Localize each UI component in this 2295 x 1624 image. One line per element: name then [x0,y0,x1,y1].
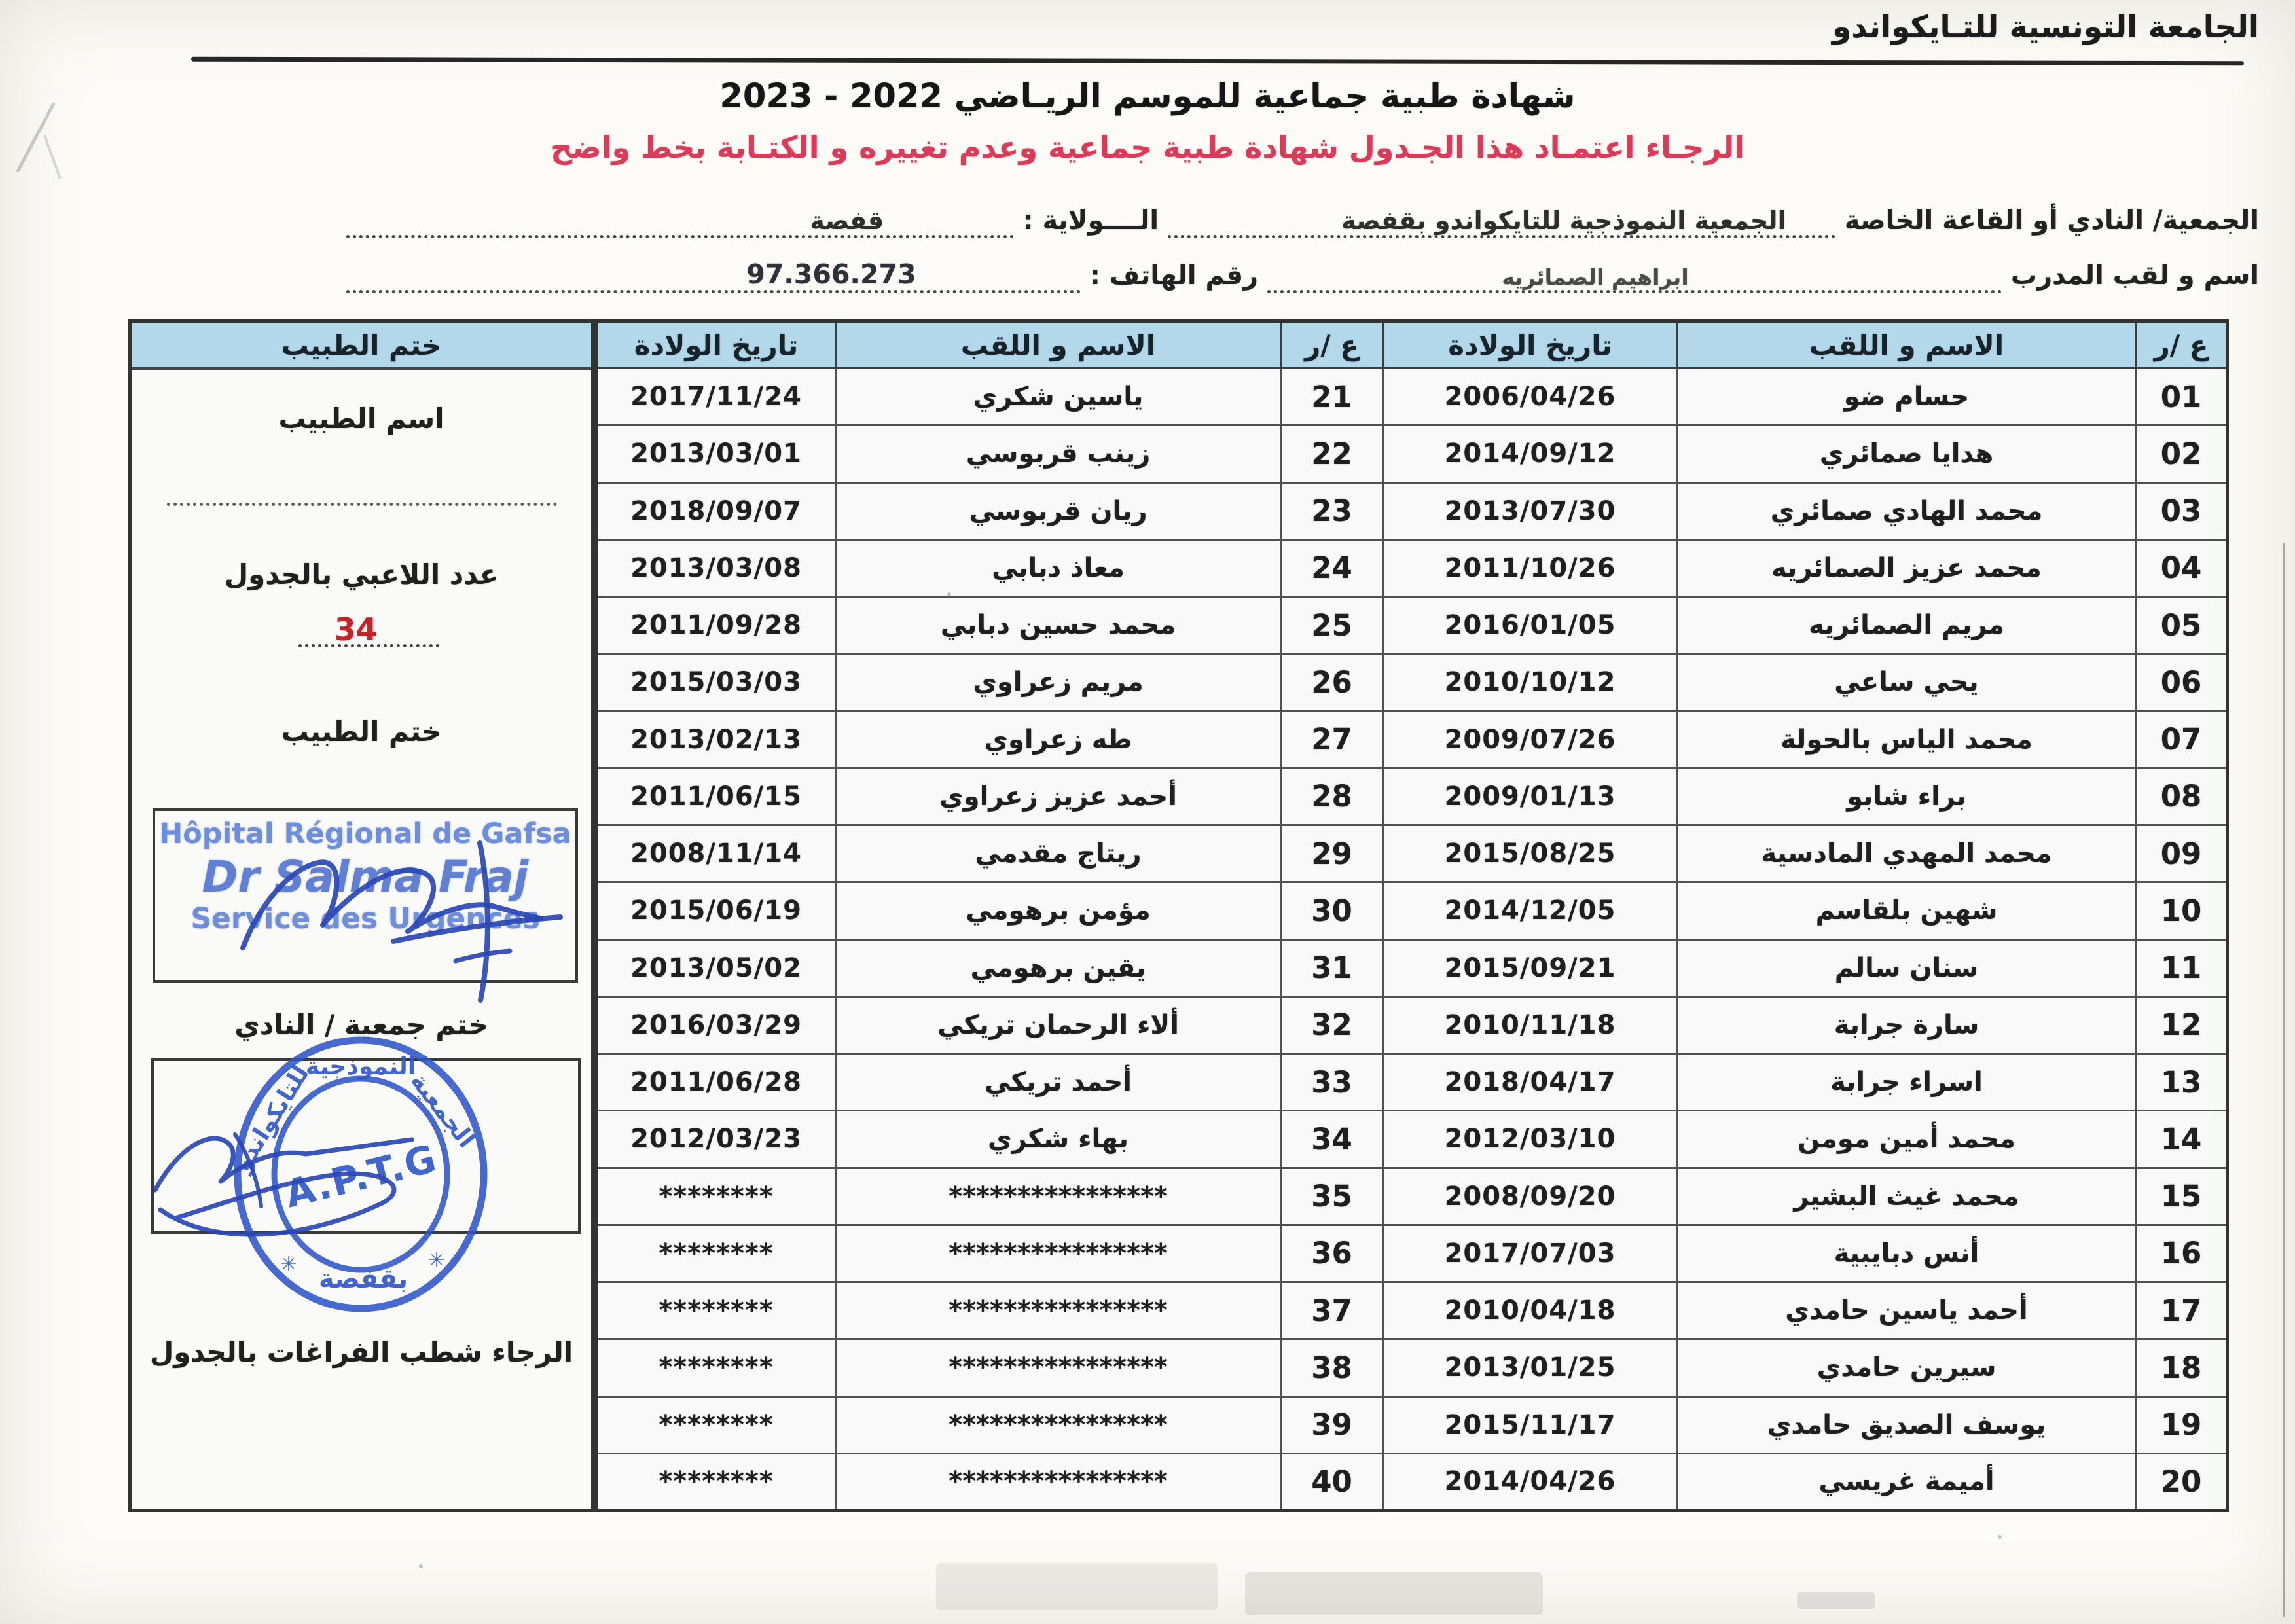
player-name: محمد الهادي صمائري [1678,482,2136,539]
club-dotted-field [1168,196,1835,238]
scan-smudge [1797,1592,1875,1609]
player-dob: 2013/02/13 [596,711,836,768]
round-stamp-text-left: للتايكواندو [228,1060,315,1177]
scan-speck [1998,1535,2002,1539]
club-form-line [337,196,2259,238]
player-name: أحمد ياسين حامدي [1678,1282,2136,1339]
player-dob: 2009/07/26 [1383,711,1678,768]
player-dob: 2011/06/28 [596,1054,836,1111]
phone-dotted-field [346,251,1081,293]
player-name: محمد الياس بالحولة [1678,711,2136,768]
phone-value: 97.366.273 [746,259,916,290]
players-count-value: 34 [334,612,378,648]
player-number: 24 [1281,539,1383,596]
table-row [596,711,2228,768]
player-dob: 2011/09/28 [596,597,836,654]
round-stamp-star-left-icon: ✳ [280,1253,297,1276]
player-name: معاذ دبابي [836,539,1281,596]
players-table-wrap [128,319,2226,1512]
table-row [596,882,2228,939]
player-name: **************** [836,1282,1281,1339]
col-header-dob-left: تاريخ الولادة [596,321,836,369]
scan-speck [419,1564,423,1568]
player-dob: 2008/11/14 [596,825,836,882]
round-stamp-text-bottom: بقفصة [318,1264,408,1294]
scan-smudge [936,1563,1218,1610]
table-row [596,1339,2228,1396]
player-number: 29 [1281,825,1383,882]
cross-out-blanks-note: الرجاء شطب الفراغات بالجدول [149,1336,573,1368]
player-number: 25 [1281,597,1383,654]
players-table-body [596,369,2228,1511]
player-number: 21 [1281,369,1383,425]
table-row [596,1225,2228,1282]
table-row [596,1396,2228,1453]
player-name: محمد غيث البشير [1678,1168,2136,1225]
col-header-number-left: ع /ر [1281,321,1383,369]
player-dob: 2015/06/19 [596,882,836,939]
player-dob: 2013/05/02 [596,939,836,996]
club-label: الجمعية/ النادي أو القاعة الخاصة [1844,206,2259,236]
player-dob: 2015/08/25 [1383,825,1678,882]
player-number: 28 [1281,768,1383,825]
player-name: **************** [836,1168,1281,1225]
player-dob: 2012/03/10 [1383,1111,1678,1168]
player-dob: 2009/01/13 [1383,768,1678,825]
player-dob: 2008/09/20 [1383,1168,1678,1225]
player-number: 39 [1281,1396,1383,1453]
player-name: حسام ضو [1678,369,2136,425]
player-number: 31 [1281,939,1383,996]
player-number: 08 [2136,768,2228,825]
hospital-stamp-name: Hôpital Régional de Gafsa [159,818,571,850]
player-number: 30 [1281,882,1383,939]
player-number: 10 [2136,882,2228,939]
player-name: **************** [836,1339,1281,1396]
table-row [596,1282,2228,1339]
table-row [596,996,2228,1053]
player-dob: ******** [596,1225,836,1282]
player-number: 04 [2136,539,2228,596]
player-name: مريم زعراوي [836,654,1281,711]
player-number: 11 [2136,939,2228,996]
col-header-number-right: ع /ر [2136,321,2228,369]
player-name: محمد أمين مومن [1678,1111,2136,1168]
club-signature-icon [137,1075,425,1272]
organization-title: الجامعة التونسية للتـايكواندو [1832,9,2259,45]
round-stamp-star-right-icon: ✳ [428,1249,445,1272]
doctor-stamp-column-header: ختم الطبيب [132,323,591,370]
player-dob: 2014/04/26 [1383,1453,1678,1510]
hospital-stamp-doctor: Dr Salma Fraj [202,852,529,902]
player-number: 06 [2136,654,2228,711]
player-dob: 2010/04/18 [1383,1282,1678,1339]
player-number: 15 [2136,1168,2228,1225]
player-number: 20 [2136,1453,2228,1510]
player-dob: 2014/09/12 [1383,425,1678,482]
players-count-dotted-line [298,612,439,648]
player-number: 26 [1281,654,1383,711]
player-name: أنس دبايبية [1678,1225,2136,1282]
player-name: محمد حسين دبابي [836,597,1281,654]
club-stamp-label: ختم جمعية / النادي [234,1009,488,1041]
player-name: شهين بلقاسم [1678,882,2136,939]
player-dob: 2013/03/01 [596,425,836,482]
player-number: 02 [2136,425,2228,482]
player-name: ريتاج مقدمي [836,825,1281,882]
table-header-row [596,321,2228,369]
player-dob: 2018/09/07 [596,482,836,539]
red-notice-line: الرجـاء اعتمـاد هذا الجـدول شهادة طبية جماعية وعدم تغييره و الكتـابة بخط واضح [551,130,1744,165]
player-name: زينب قربوسي [836,425,1281,482]
coach-dotted-field [1267,251,2002,293]
player-number: 19 [2136,1396,2228,1453]
player-name: محمد عزيز الصمائريه [1678,539,2136,596]
player-name: سارة جرابة [1678,996,2136,1053]
table-row [596,1168,2228,1225]
table-row [596,1111,2228,1168]
player-number: 38 [1281,1339,1383,1396]
player-name: هدايا صمائري [1678,425,2136,482]
player-number: 40 [1281,1453,1383,1510]
player-name: براء شابو [1678,768,2136,825]
player-name: **************** [836,1396,1281,1453]
player-name: يوسف الصديق حامدي [1678,1396,2136,1453]
scan-edge-line [2283,543,2285,1617]
club-value: الجمعية النموذجية للتايكواندو بقفصة [1341,206,1786,235]
player-number: 18 [2136,1339,2228,1396]
player-number: 17 [2136,1282,2228,1339]
doctor-stamp-label: ختم الطبيب [281,715,442,748]
player-dob: 2006/04/26 [1383,369,1678,425]
player-dob: 2011/10/26 [1383,539,1678,596]
player-dob: 2016/03/29 [596,996,836,1053]
player-name: سيرين حامدي [1678,1339,2136,1396]
player-number: 16 [2136,1225,2228,1282]
table-row [596,539,2228,596]
doctor-signature-icon [197,807,577,1023]
player-dob: 2015/11/17 [1383,1396,1678,1453]
player-name: يحي ساعي [1678,654,2136,711]
player-number: 14 [2136,1111,2228,1168]
coach-value: ابراهيم الصمائريه [1502,264,1689,290]
wilaya-value: قفصة [810,206,884,235]
player-dob: 2011/06/15 [596,768,836,825]
player-dob: 2015/03/03 [596,654,836,711]
player-number: 22 [1281,425,1383,482]
col-header-name-right: الاسم و اللقب [1678,321,2136,369]
doctor-name-dotted-line [167,480,557,506]
table-row [596,482,2228,539]
player-name: اسراء جرابة [1678,1054,2136,1111]
player-dob: ******** [596,1453,836,1510]
player-dob: 2013/07/30 [1383,482,1678,539]
table-row [596,1054,2228,1111]
coach-label: اسم و لقب المدرب [2010,261,2259,291]
player-name: ألاء الرحمان تريكي [836,996,1281,1053]
player-name: محمد المهدي المادسية [1678,825,2136,882]
doctor-stamp-column [128,319,594,1512]
col-header-dob-right: تاريخ الولادة [1383,321,1678,369]
player-dob: ******** [596,1339,836,1396]
player-dob: 2017/07/03 [1383,1225,1678,1282]
document-title: شهادة طبية جماعية للموسم الريـاضي 2022 - 2023 [719,77,1576,116]
player-number: 03 [2136,482,2228,539]
player-number: 35 [1281,1168,1383,1225]
player-name: طه زعراوي [836,711,1281,768]
player-dob: ******** [596,1282,836,1339]
player-number: 05 [2136,597,2228,654]
table-row [596,597,2228,654]
player-dob: 2012/03/23 [596,1111,836,1168]
player-dob: 2016/01/05 [1383,597,1678,654]
table-row [596,768,2228,825]
table-row [596,654,2228,711]
player-name: مؤمن برهومي [836,882,1281,939]
table-row [596,425,2228,482]
player-name: ريان قربوسي [836,482,1281,539]
player-name: مريم الصمائريه [1678,597,2136,654]
player-dob: 2017/11/24 [596,369,836,425]
player-dob: 2010/10/12 [1383,654,1678,711]
players-count-label: عدد اللاعبي بالجدول [224,558,499,590]
player-name: أحمد عزيز زعراوي [836,768,1281,825]
player-number: 36 [1281,1225,1383,1282]
scan-smudge [1245,1572,1543,1615]
player-dob: ******** [596,1396,836,1453]
player-number: 37 [1281,1282,1383,1339]
player-name: يقين برهومي [836,939,1281,996]
player-number: 34 [1281,1111,1383,1168]
table-row [596,825,2228,882]
round-stamp-center-text: A.P.T.G [280,1136,442,1217]
player-dob: 2013/01/25 [1383,1339,1678,1396]
player-number: 13 [2136,1054,2228,1111]
player-number: 33 [1281,1054,1383,1111]
player-number: 23 [1281,482,1383,539]
hospital-stamp-service: Service des Urgences [190,902,540,935]
player-name: أميمة غريسي [1678,1453,2136,1510]
header-divider-line [191,57,2244,66]
player-number: 12 [2136,996,2228,1053]
phone-label: رقم الهاتف : [1089,261,1259,291]
player-dob: 2014/12/05 [1383,882,1678,939]
player-dob: 2018/04/17 [1383,1054,1678,1111]
player-number: 09 [2136,825,2228,882]
table-row [596,369,2228,425]
wilaya-dotted-field [346,196,1014,238]
col-header-name-left: الاسم و اللقب [836,321,1281,369]
player-number: 07 [2136,711,2228,768]
table-row [596,1453,2228,1510]
table-row [596,939,2228,996]
player-dob: 2013/03/08 [596,539,836,596]
player-name: ياسين شكري [836,369,1281,425]
player-name: سنان سالم [1678,939,2136,996]
coach-form-line [337,251,2259,293]
player-name: **************** [836,1453,1281,1510]
player-name: أحمد تريكي [836,1054,1281,1111]
player-number: 32 [1281,996,1383,1053]
player-name: بهاء شكري [836,1111,1281,1168]
player-number: 01 [2136,369,2228,425]
doctor-name-label: اسم الطبيب [278,403,444,435]
player-dob: 2010/11/18 [1383,996,1678,1053]
wilaya-label: الــــولاية : [1022,206,1159,236]
round-stamp-text-top: النموذجية [305,1053,416,1080]
player-number: 27 [1281,711,1383,768]
player-dob: ******** [596,1168,836,1225]
round-stamp-text-right: الجمعية [405,1068,480,1153]
player-dob: 2015/09/21 [1383,939,1678,996]
players-table [594,319,2229,1512]
player-name: **************** [836,1225,1281,1282]
